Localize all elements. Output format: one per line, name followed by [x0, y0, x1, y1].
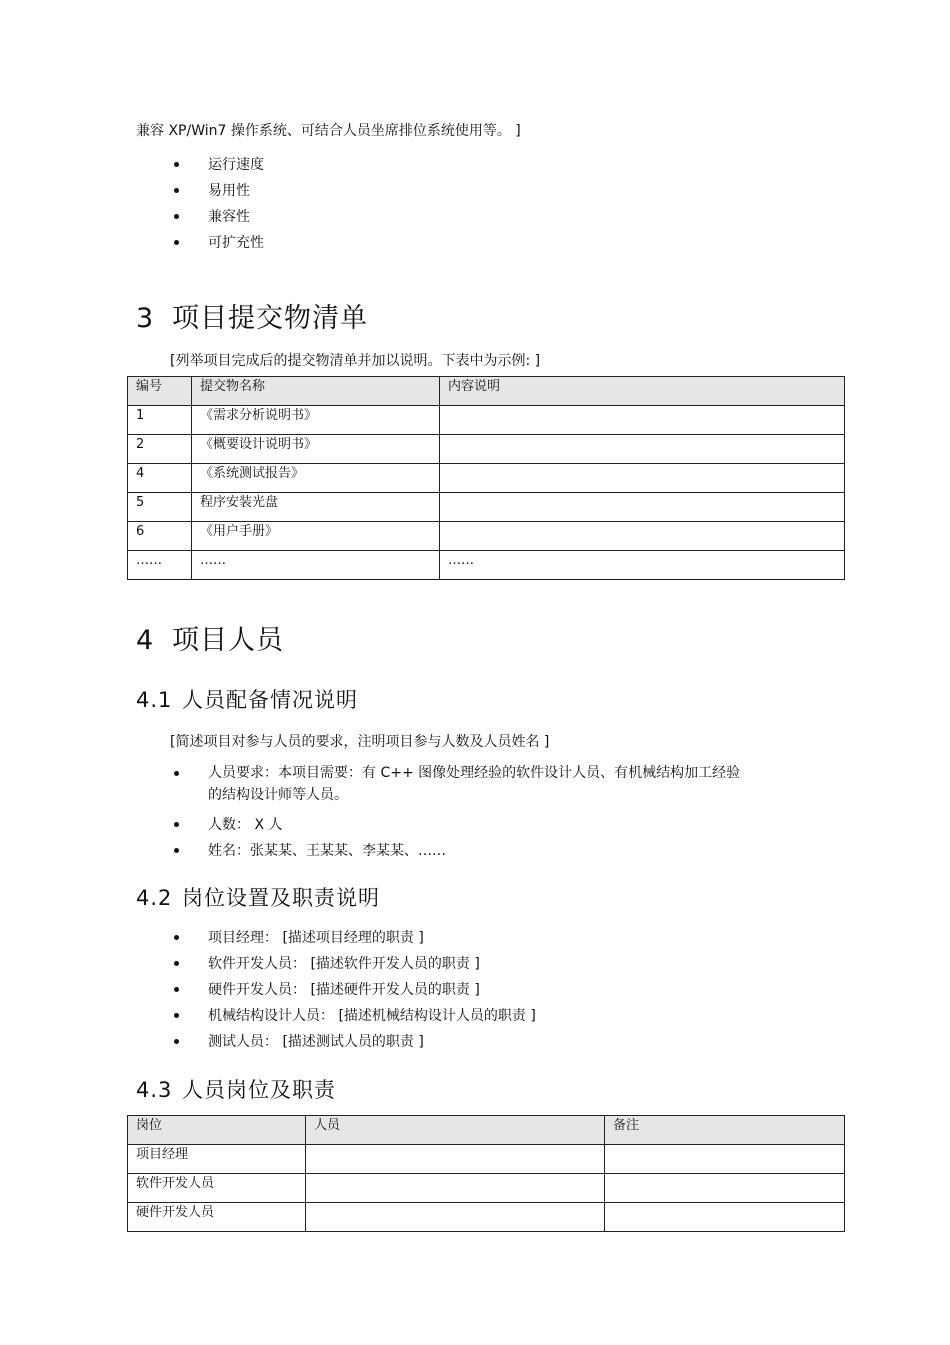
table-cell: 《概要设计说明书》	[192, 435, 440, 464]
table-cell	[605, 1203, 845, 1232]
bullet-icon	[174, 771, 179, 776]
table-row	[128, 464, 845, 493]
bullet-icon	[174, 188, 179, 193]
bullet-icon	[174, 961, 179, 966]
table-cell: 程序安装光盘	[192, 493, 440, 522]
intro-line: 兼容 XP/Win7 操作系统、可结合人员坐席排位系统使用等。 ]	[136, 123, 521, 139]
bullet-icon	[174, 214, 179, 219]
list-item: 易用性	[170, 178, 264, 204]
section-4-1-heading	[136, 686, 358, 714]
list-item: 兼容性	[170, 204, 264, 230]
table-cell	[605, 1145, 845, 1174]
table-cell: 《需求分析说明书》	[192, 406, 440, 435]
table-row	[128, 406, 845, 435]
bullet-icon	[174, 1039, 179, 1044]
section-number: 4.2	[136, 886, 173, 910]
section-3-heading	[136, 302, 368, 336]
list-item: 机械结构设计人员： [描述机械结构设计人员的职责 ]	[170, 1003, 536, 1029]
bullet-icon	[174, 935, 179, 940]
roles-bullet-list	[170, 925, 536, 1055]
bullet-icon	[174, 822, 179, 827]
deliverables-table	[127, 376, 845, 580]
section-number: 4.1	[136, 688, 173, 712]
list-item: 软件开发人员： [描述软件开发人员的职责 ]	[170, 951, 536, 977]
table-header-cell: 岗位	[128, 1116, 306, 1145]
table-cell: 《用户手册》	[192, 522, 440, 551]
table-cell: 4	[128, 464, 192, 493]
table-cell: 项目经理	[128, 1145, 306, 1174]
table-cell: 硬件开发人员	[128, 1203, 306, 1232]
section-4-3-heading	[136, 1076, 336, 1104]
section-number: 4.3	[136, 1078, 173, 1102]
table-row	[128, 1174, 845, 1203]
table-cell	[605, 1174, 845, 1203]
table-cell	[306, 1174, 605, 1203]
list-item: 姓名：张某某、王某某、李某某、……	[170, 838, 740, 864]
table-row	[128, 435, 845, 464]
table-row	[128, 551, 845, 580]
table-cell: 2	[128, 435, 192, 464]
table-cell	[440, 522, 845, 551]
table-cell: ……	[128, 551, 192, 580]
list-item: 测试人员： [描述测试人员的职责 ]	[170, 1029, 536, 1055]
list-item: 人员要求：本项目需要：有 C++ 图像处理经验的软件设计人员、有机械结构加工经验 的结构设计师等人员。	[170, 762, 740, 806]
section-title: 项目提交物清单	[172, 303, 368, 334]
section-4-2-heading	[136, 884, 380, 912]
table-cell	[440, 406, 845, 435]
list-item: 硬件开发人员： [描述硬件开发人员的职责 ]	[170, 977, 536, 1003]
table-cell: 5	[128, 493, 192, 522]
section-number: 3	[136, 303, 155, 334]
bullet-icon	[174, 848, 179, 853]
section-title: 项目人员	[172, 625, 284, 656]
table-header-cell: 备注	[605, 1116, 845, 1145]
table-row	[128, 522, 845, 551]
list-item: 项目经理： [描述项目经理的职责 ]	[170, 925, 536, 951]
list-item: 可扩充性	[170, 230, 264, 256]
table-cell: ……	[440, 551, 845, 580]
section-title: 岗位设置及职责说明	[182, 886, 380, 910]
section-4-heading	[136, 624, 284, 658]
table-row	[128, 493, 845, 522]
table-cell: 1	[128, 406, 192, 435]
staff-roles-table	[127, 1115, 845, 1232]
quality-bullet-list	[170, 152, 264, 256]
table-header-cell: 内容说明	[440, 377, 845, 406]
table-cell: 软件开发人员	[128, 1174, 306, 1203]
section-title: 人员岗位及职责	[182, 1078, 336, 1102]
table-cell	[440, 464, 845, 493]
table-cell	[440, 493, 845, 522]
table-header-cell: 提交物名称	[192, 377, 440, 406]
table-cell: 《系统测试报告》	[192, 464, 440, 493]
section-4-1-note: [简述项目对参与人员的要求，注明项目参与人数及人员姓名 ]	[170, 734, 550, 750]
bullet-icon	[174, 162, 179, 167]
table-row	[128, 1145, 845, 1174]
table-header-cell: 编号	[128, 377, 192, 406]
section-number: 4	[136, 625, 155, 656]
bullet-icon	[174, 240, 179, 245]
list-item: 人数： X 人	[170, 812, 740, 838]
table-header-row	[128, 377, 845, 406]
section-title: 人员配备情况说明	[182, 688, 358, 712]
table-header-cell: 人员	[306, 1116, 605, 1145]
staffing-bullet-list	[170, 762, 740, 864]
table-cell	[306, 1145, 605, 1174]
bullet-icon	[174, 987, 179, 992]
section-3-note: [列举项目完成后的提交物清单并加以说明。下表中为示例: ]	[170, 353, 541, 369]
table-cell	[306, 1203, 605, 1232]
table-header-row	[128, 1116, 845, 1145]
table-row	[128, 1203, 845, 1232]
table-cell	[440, 435, 845, 464]
list-item: 运行速度	[170, 152, 264, 178]
table-cell: ……	[192, 551, 440, 580]
table-cell: 6	[128, 522, 192, 551]
bullet-icon	[174, 1013, 179, 1018]
